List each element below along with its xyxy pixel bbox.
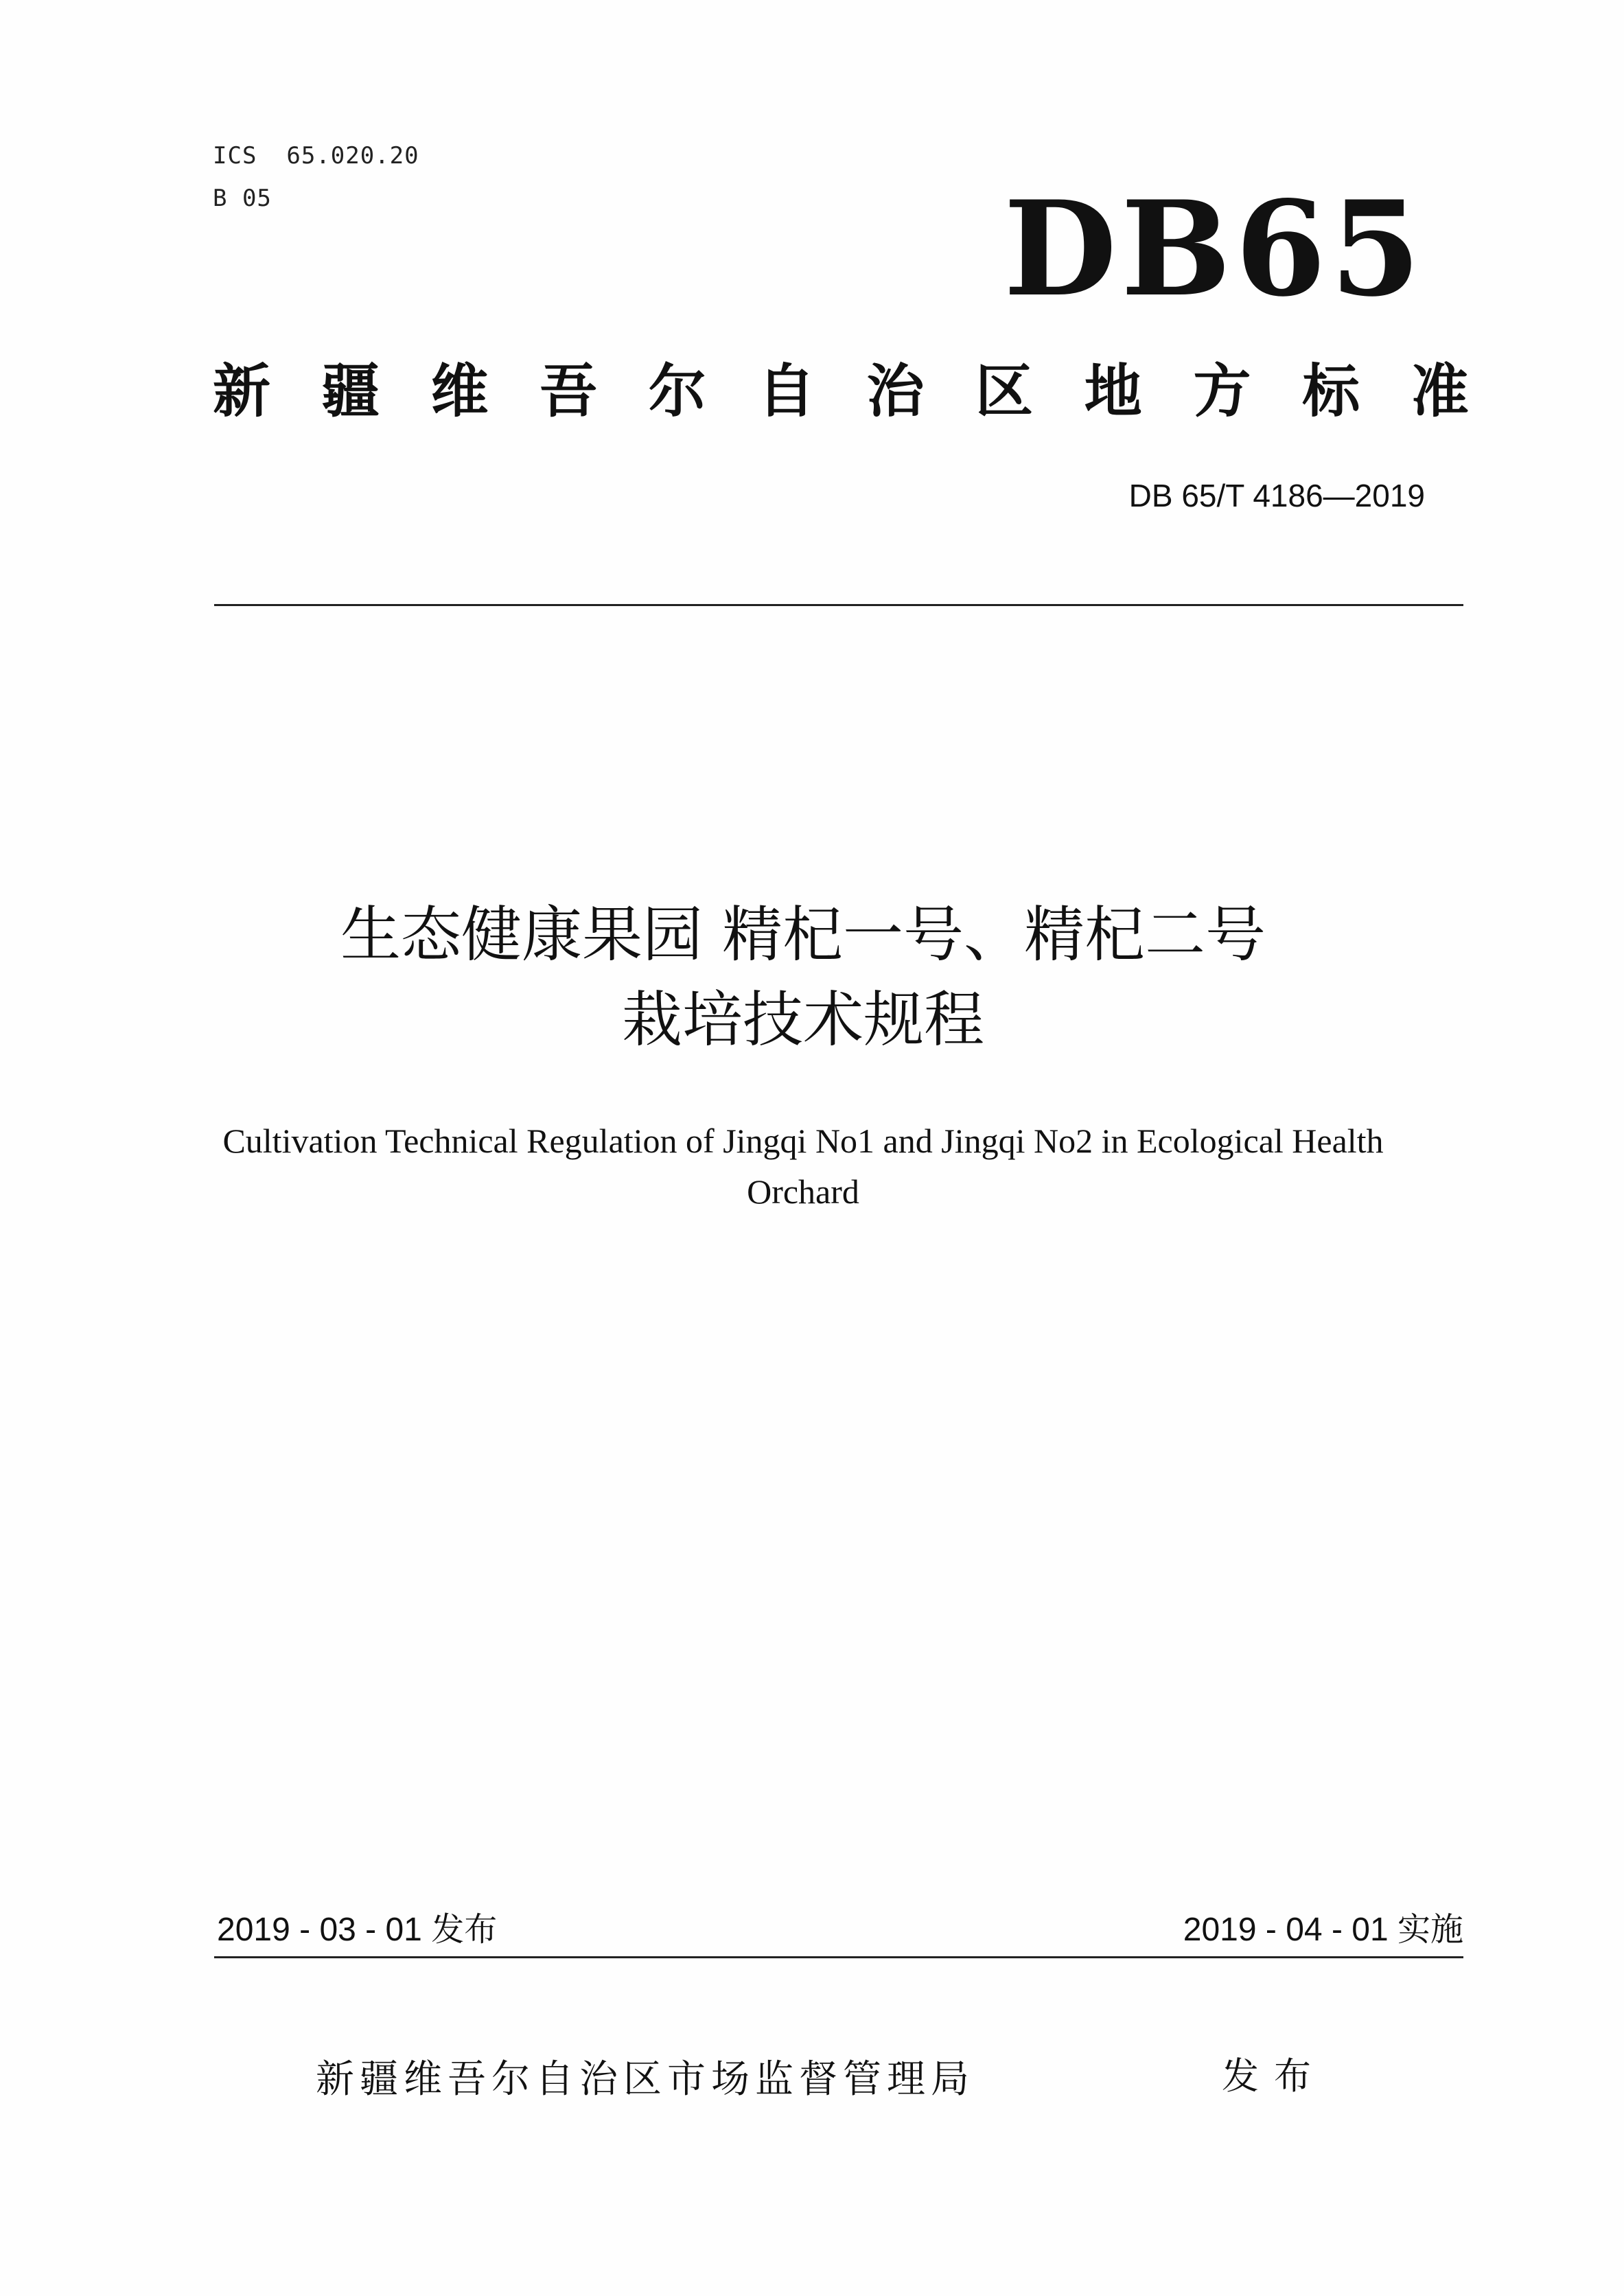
classification-codes — [213, 135, 419, 220]
standard-type-char: 标 — [1302, 358, 1360, 425]
standard-type-char: 方 — [1193, 358, 1251, 425]
standard-type-char: 新 — [213, 358, 271, 425]
db65-logo: DB65 — [1004, 172, 1425, 325]
standard-type-char: 维 — [430, 358, 489, 425]
chinese-title — [0, 892, 1606, 1063]
publish-label: 发布 — [1222, 2054, 1326, 2098]
standard-type-char: 地 — [1084, 358, 1142, 425]
issuing-authority: 新疆维吾尔自治区市场监督管理局 — [316, 2057, 975, 2102]
standard-type-char: 疆 — [321, 358, 380, 425]
standard-type-char: 自 — [757, 358, 815, 425]
standard-type-char: 治 — [866, 358, 925, 425]
chinese-title-line-1: 生态健康果园 精杞一号、精杞二号 — [340, 899, 1266, 970]
standard-type-char: 尔 — [648, 358, 706, 425]
issue-date: 2019 - 03 - 01 发布 — [217, 1912, 498, 1948]
standard-type-char: 区 — [975, 358, 1034, 425]
ccs-code: B 05 — [213, 185, 272, 212]
implementation-date: 2019 - 04 - 01 实施 — [1183, 1912, 1463, 1948]
ics-code: ICS 65.020.20 — [213, 142, 419, 170]
english-title-line-1: Cultivation Technical Regulation of Jingqi No1 and Jingqi No2 in Ecological Health — [222, 1122, 1384, 1160]
standard-type-char: 吾 — [540, 358, 598, 425]
standard-type-char: 准 — [1411, 358, 1469, 425]
top-divider — [214, 604, 1463, 606]
english-title-line-2: Orchard — [747, 1172, 859, 1211]
english-title — [124, 1115, 1483, 1217]
standard-type-title — [213, 357, 1469, 426]
bottom-divider — [214, 1956, 1463, 1958]
date-row — [217, 1908, 1463, 1956]
chinese-title-line-2: 栽培技术规程 — [621, 984, 984, 1055]
standard-number: DB 65/T 4186—2019 — [1128, 478, 1425, 513]
